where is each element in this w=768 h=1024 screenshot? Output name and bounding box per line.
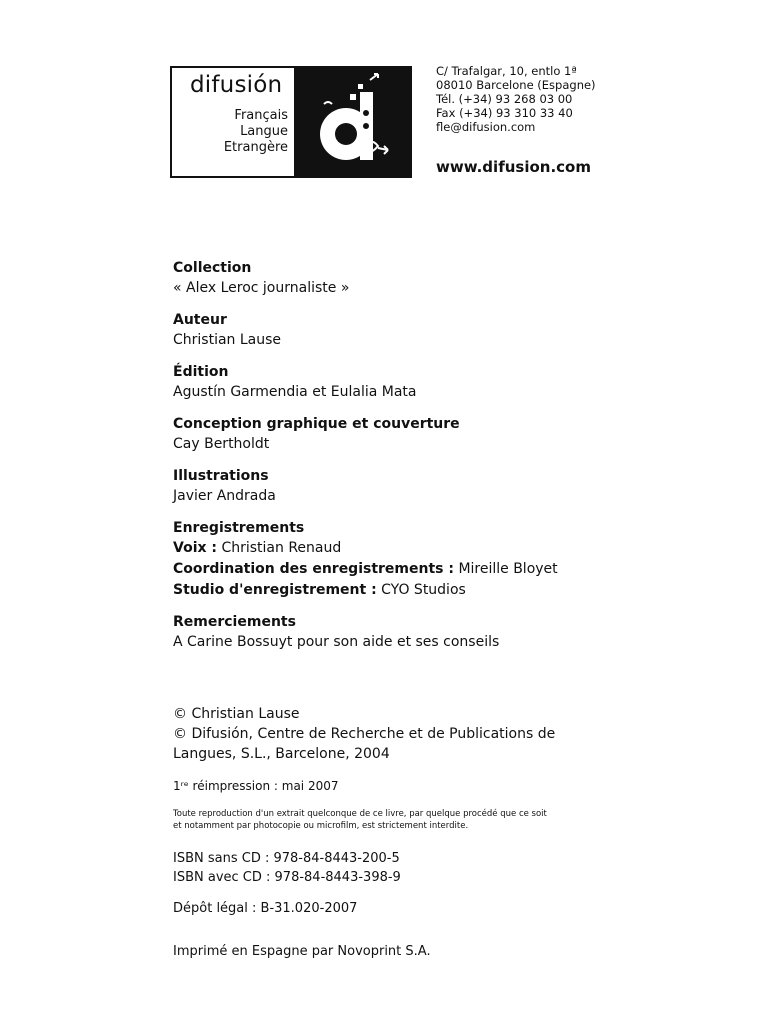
logo-tagline-line: Français: [234, 108, 288, 123]
logo-tagline-line: Etrangère: [223, 140, 288, 155]
credit-value: A Carine Bossuyt pour son aide et ses conseils: [173, 634, 500, 650]
legal-line: Toute reproduction d'un extrait quelconque de ce livre, par quelque procédé que ce soit: [173, 809, 547, 819]
address-email: fle@difusion.com: [436, 120, 536, 134]
logo-brand-name: difusión: [190, 72, 283, 98]
credit-heading: Auteur: [173, 312, 227, 328]
recording-row: [173, 538, 623, 559]
credit-design: [173, 414, 623, 455]
recording-row: [173, 559, 623, 580]
credit-collection: [173, 258, 623, 299]
recording-label: Coordination des enregistrements :: [173, 561, 454, 577]
credit-heading: Remerciements: [173, 614, 296, 630]
credit-value: Javier Andrada: [173, 488, 276, 504]
isbn-info: [173, 849, 401, 887]
address-phone: Tél. (+34) 93 268 03 00: [436, 92, 573, 106]
credit-edition: [173, 362, 623, 403]
copyright-line: © Difusión, Centre de Recherche et de Publications de: [173, 726, 556, 742]
credit-value: Cay Bertholdt: [173, 436, 270, 452]
recording-value: Christian Renaud: [221, 540, 342, 556]
copyright-notice: [173, 704, 633, 764]
legal-notice: [173, 808, 623, 832]
credit-value: Christian Lause: [173, 332, 282, 348]
publisher-address: [436, 64, 596, 134]
isbn-with-cd: ISBN avec CD : 978-84-8443-398-9: [173, 870, 401, 885]
copyright-line: Langues, S.L., Barcelone, 2004: [173, 746, 390, 762]
credit-value: « Alex Leroc journaliste »: [173, 280, 350, 296]
printer-info: Imprimé en Espagne par Novoprint S.A.: [173, 944, 431, 959]
publisher-website: www.difusion.com: [436, 158, 591, 176]
address-fax: Fax (+34) 93 310 33 40: [436, 106, 573, 120]
credit-heading: Collection: [173, 260, 252, 276]
credit-heading: Conception graphique et couverture: [173, 416, 460, 432]
recording-value: Mireille Bloyet: [458, 561, 558, 577]
credits-section: [173, 258, 623, 664]
credit-author: [173, 310, 623, 351]
logo-tagline: [224, 108, 288, 156]
isbn-without-cd: ISBN sans CD : 978-84-8443-200-5: [173, 851, 400, 866]
logo-tagline-line: Langue: [240, 124, 288, 139]
copyright-line: © Christian Lause: [173, 706, 300, 722]
credit-value: Agustín Garmendia et Eulalia Mata: [173, 384, 417, 400]
recording-value: CYO Studios: [381, 582, 466, 598]
address-line: 08010 Barcelone (Espagne): [436, 78, 596, 92]
credit-heading: Enregistrements: [173, 520, 305, 536]
legal-deposit: Dépôt légal : B-31.020-2007: [173, 901, 358, 916]
credit-heading: Illustrations: [173, 468, 269, 484]
reprint-info: 1ʳᵉ réimpression : mai 2007: [173, 779, 339, 793]
credit-illustrations: [173, 466, 623, 507]
logo-emblem: [294, 68, 410, 176]
recording-label: Voix :: [173, 540, 217, 556]
recording-label: Studio d'enregistrement :: [173, 582, 377, 598]
legal-line: et notamment par photocopie ou microfilm, est strictement interdite.: [173, 821, 469, 831]
credit-thanks: [173, 612, 623, 653]
credit-recordings: [173, 518, 623, 601]
logo-d-emblem-icon: [294, 68, 412, 176]
logo-text-panel: [172, 68, 294, 176]
recording-row: [173, 580, 623, 601]
credit-heading: Édition: [173, 364, 229, 380]
address-line: C/ Trafalgar, 10, entlo 1ª: [436, 64, 577, 78]
publisher-logo: [170, 66, 412, 178]
